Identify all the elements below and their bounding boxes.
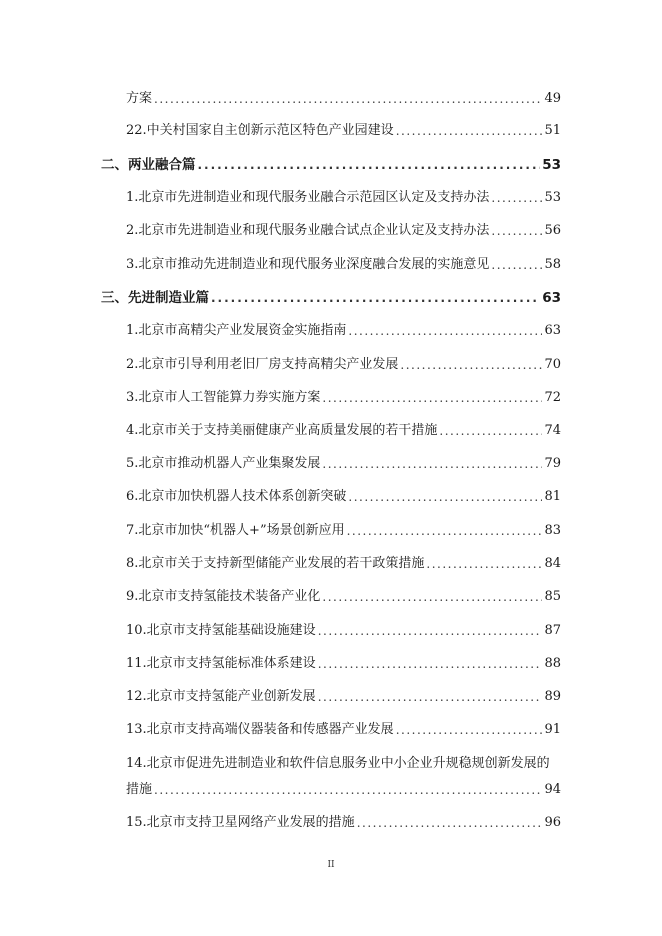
toc-entry-page: 53 <box>544 190 561 205</box>
toc-entry-title: 4.北京市关于支持美丽健康产业高质量发展的若干措施 <box>126 423 438 438</box>
toc-entry-title: 7.北京市加快“机器人+”场景创新应用 <box>126 523 345 538</box>
toc-entry-page: 70 <box>544 357 561 372</box>
toc-section-page: 53 <box>542 157 561 173</box>
page-number-footer: II <box>327 860 335 870</box>
toc-leader-dots <box>322 455 542 473</box>
toc-entry-3-11[interactable] <box>126 651 561 673</box>
toc-entry-title: 14.北京市促进先进制造业和软件信息服务业中小企业升规稳规创新发展的 <box>126 756 550 771</box>
toc-leader-dots <box>318 688 543 706</box>
toc-entry-page: 74 <box>544 423 561 438</box>
toc-entry-3-12[interactable] <box>126 684 561 706</box>
toc-entry-page: 72 <box>544 390 561 405</box>
toc-entry-page: 85 <box>544 589 561 604</box>
toc-section-page: 63 <box>542 290 561 306</box>
toc-entry-title: 9.北京市支持氢能技术装备产业化 <box>126 589 321 604</box>
toc-entry-page: 49 <box>544 91 561 106</box>
toc-leader-dots <box>322 389 542 407</box>
toc-leader-dots <box>357 814 543 832</box>
toc-leader-dots <box>318 655 543 673</box>
toc-entry-title: 6.北京市加快机器人技术体系创新突破 <box>126 489 347 504</box>
toc-entry-title: 11.北京市支持氢能标准体系建设 <box>126 656 316 671</box>
toc-leader-dots <box>154 781 542 799</box>
toc-entry-3-6[interactable] <box>126 484 561 506</box>
toc-entry-3-9[interactable] <box>126 584 561 606</box>
toc-entry-title: 13.北京市支持高端仪器装备和传感器产业发展 <box>126 722 394 737</box>
toc-entry-page: 56 <box>544 223 561 238</box>
toc-entry-page: 63 <box>544 323 561 338</box>
toc-entry-3-14-line1[interactable] <box>126 751 561 773</box>
toc-leader-dots <box>348 488 542 506</box>
toc-entry-title: 3.北京市推动先进制造业和现代服务业深度融合发展的实施意见 <box>126 257 490 272</box>
toc-entry-page: 94 <box>544 782 561 797</box>
toc-leader-dots <box>198 156 541 174</box>
toc-leader-dots <box>396 122 543 140</box>
toc-entry-title: 22.中关村国家自主创新示范区特色产业园建设 <box>126 123 394 138</box>
toc-entry-title: 方案 <box>126 91 153 106</box>
toc-leader-dots <box>400 356 542 374</box>
toc-leader-dots <box>211 289 540 307</box>
toc-entry-2-3[interactable] <box>126 252 561 274</box>
toc-entry-page: 91 <box>544 722 561 737</box>
toc-entry-3-1[interactable] <box>126 318 561 340</box>
toc-leader-dots <box>322 588 542 606</box>
toc-entry-3-4[interactable] <box>126 418 561 440</box>
toc-entry-3-13[interactable] <box>126 717 561 739</box>
toc-entry-3-7[interactable] <box>126 518 561 540</box>
toc-entry-2-1[interactable] <box>126 185 561 207</box>
toc-entry-continued[interactable] <box>126 86 561 108</box>
toc-entry-3-3[interactable] <box>126 385 561 407</box>
toc-entry-page: 58 <box>544 257 561 272</box>
toc-entry-page: 51 <box>544 123 561 138</box>
toc-entry-title-continued: 措施 <box>126 782 153 797</box>
toc-entry-page: 89 <box>544 689 561 704</box>
toc-entry-3-5[interactable] <box>126 451 561 473</box>
toc-entry-title: 1.北京市高精尖产业发展资金实施指南 <box>126 323 347 338</box>
toc-entry-3-14-line2[interactable] <box>126 777 561 799</box>
toc-entry-22[interactable] <box>126 118 561 140</box>
toc-entry-page: 87 <box>544 623 561 638</box>
toc-leader-dots <box>439 422 542 440</box>
toc-section-title: 二、两业融合篇 <box>101 157 196 173</box>
toc-entry-title: 12.北京市支持氢能产业创新发展 <box>126 689 316 704</box>
toc-section-title: 三、先进制造业篇 <box>101 290 209 306</box>
toc-entry-title: 2.北京市先进制造业和现代服务业融合试点企业认定及支持办法 <box>126 223 490 238</box>
toc-entry-page: 79 <box>544 456 561 471</box>
toc-leader-dots <box>348 322 542 340</box>
toc-entry-3-8[interactable] <box>126 551 561 573</box>
toc-entry-title: 1.北京市先进制造业和现代服务业融合示范园区认定及支持办法 <box>126 190 490 205</box>
toc-section-3[interactable] <box>101 285 561 307</box>
toc-entry-title: 2.北京市引导利用老旧厂房支持高精尖产业发展 <box>126 357 399 372</box>
toc-entry-2-2[interactable] <box>126 218 561 240</box>
toc-leader-dots <box>154 90 542 108</box>
toc-entry-3-15[interactable] <box>126 810 561 832</box>
toc-entry-page: 96 <box>544 815 561 830</box>
toc-leader-dots <box>491 189 542 207</box>
toc-leader-dots <box>396 721 543 739</box>
toc-entry-page: 83 <box>544 523 561 538</box>
toc-entry-title: 10.北京市支持氢能基础设施建设 <box>126 623 316 638</box>
toc-entry-3-2[interactable] <box>126 352 561 374</box>
toc-leader-dots <box>491 222 542 240</box>
toc-entry-title: 3.北京市人工智能算力券实施方案 <box>126 390 321 405</box>
toc-entry-title: 8.北京市关于支持新型储能产业发展的若干政策措施 <box>126 556 425 571</box>
toc-entry-page: 81 <box>544 489 561 504</box>
toc-leader-dots <box>491 256 542 274</box>
toc-entry-page: 84 <box>544 556 561 571</box>
toc-entry-page: 88 <box>544 656 561 671</box>
toc-leader-dots <box>318 622 543 640</box>
toc-entry-title: 5.北京市推动机器人产业集聚发展 <box>126 456 321 471</box>
toc-leader-dots <box>426 555 542 573</box>
toc-entry-title: 15.北京市支持卫星网络产业发展的措施 <box>126 815 355 830</box>
toc-entry-3-10[interactable] <box>126 618 561 640</box>
toc-leader-dots <box>347 522 543 540</box>
toc-section-2[interactable] <box>101 152 561 174</box>
